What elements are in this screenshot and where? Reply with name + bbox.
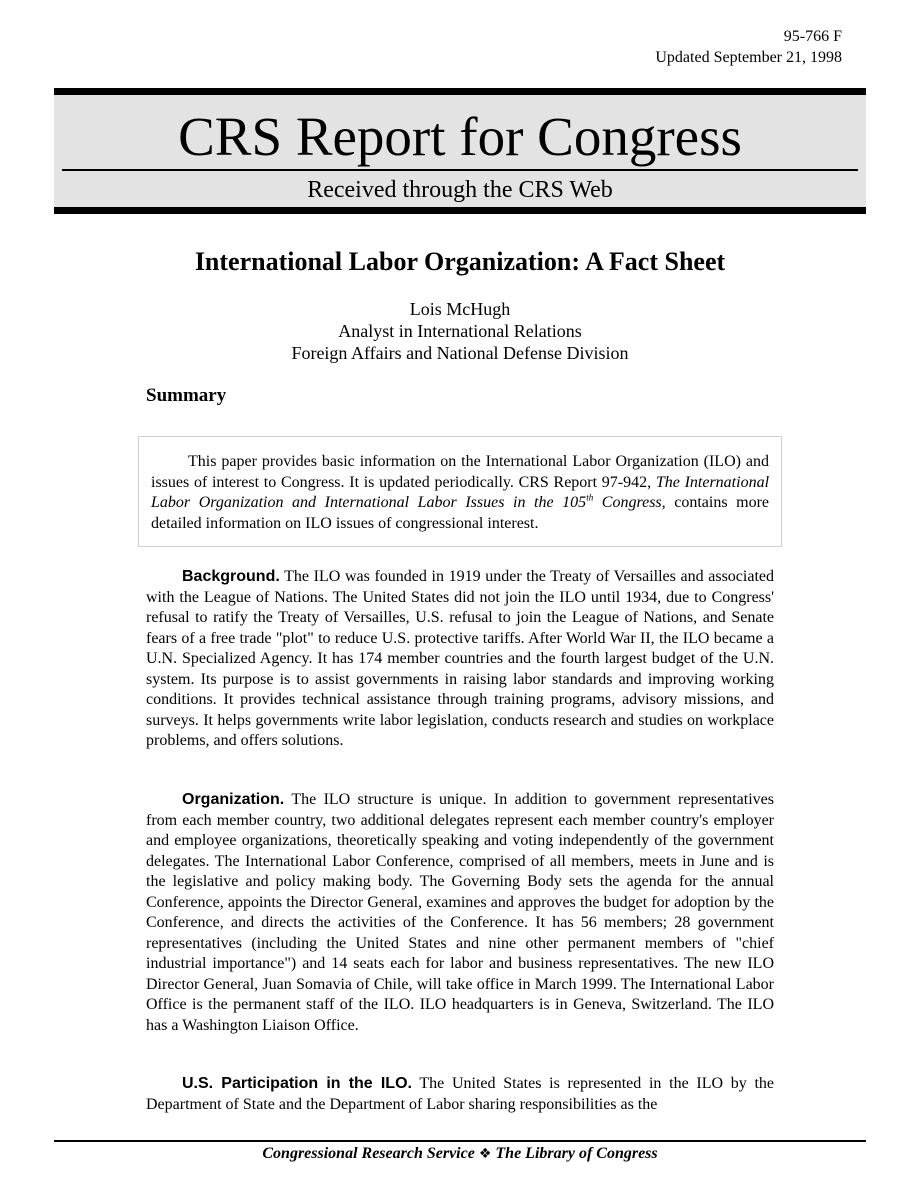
- summary-cited-title-congress: Congress,: [593, 494, 666, 511]
- page-footer: [0, 1143, 920, 1165]
- crs-banner: [54, 88, 866, 214]
- organization-paragraph: [146, 790, 774, 1037]
- author-block: [0, 298, 920, 364]
- summary-text-start: This paper provides basic information on the International Labor Organization (ILO) and issues of interest to Congress. It is updated periodically. CRS Report 97-942,: [151, 453, 769, 491]
- footer-left-text: Congressional Research Service: [262, 1145, 475, 1162]
- summary-paragraph: [151, 452, 769, 534]
- footer-divider: [54, 1140, 866, 1142]
- summary-heading: Summary: [146, 385, 227, 406]
- report-identifier: [655, 26, 842, 68]
- diamond-ornament-icon: ❖: [478, 1146, 492, 1162]
- us-participation-body: The United States is represented in the ILO by the Department of State and the Department of Labor sharing responsibilities as the: [146, 1075, 774, 1113]
- author-position: Analyst in International Relations: [338, 321, 582, 341]
- author-name: Lois McHugh: [409, 299, 511, 319]
- summary-superscript: th: [586, 492, 594, 503]
- banner-divider: [62, 169, 858, 171]
- section-organization: [146, 790, 774, 1037]
- organization-heading: Organization.: [182, 791, 285, 808]
- updated-date: Updated September 21, 1998: [655, 49, 842, 66]
- banner-title: CRS Report for Congress: [178, 106, 742, 167]
- footer-right-text: The Library of Congress: [495, 1145, 658, 1162]
- us-participation-heading: U.S. Participation in the ILO.: [182, 1075, 412, 1092]
- us-participation-paragraph: [146, 1074, 774, 1115]
- document-title: International Labor Organization: A Fact Sheet: [194, 247, 726, 276]
- author-division: Foreign Affairs and National Defense Division: [291, 343, 629, 363]
- section-background: [146, 567, 774, 752]
- summary-box: [138, 436, 782, 547]
- report-number: 95-766 F: [783, 28, 842, 45]
- banner-subtitle: Received through the CRS Web: [307, 177, 613, 203]
- summary-text-end: contains more detailed information on ILO issues of congressional interest.: [151, 494, 770, 532]
- section-us-participation: [146, 1074, 774, 1115]
- background-paragraph: [146, 567, 774, 752]
- background-body: The ILO was founded in 1919 under the Treaty of Versailles and associated with the League of Nations. The United States did not join the ILO until 1934, due to Congress' refusal to ratify the Treaty of Versailles, U.S. refusal to join the League of Nations, and Senate fears of a free trade "plot" to reduce U.S. protective tariffs. After World War II, the ILO became a U.N. Specialized Agency. It has 174 member countries and the fourth largest budget of the U.N. system. Its purpose is to assist governments in raising labor standards and improving working conditions. It provides technical assistance through training programs, advisory missions, and surveys. It helps governments write labor legislation, conducts research and studies on workplace problems, and offers solutions.: [146, 568, 774, 750]
- organization-body: The ILO structure is unique. In addition to government representatives from each member country, two additional delegates represent each member country's employer and employee organizations, theoretically speaking and voting independently of the government delegates. The International Labor Conference, comprised of all members, meets in June and is the legislative and policy making body. The Governing Body sets the agenda for the annual Conference, appoints the Director General, examines and approves the budget for adoption by the Conference, and directs the activities of the Conference. It has 56 members; 28 government representatives (including the United States and nine other permanent members of "chief industrial importance") and 14 seats each for labor and business representatives. The new ILO Director General, Juan Somavia of Chile, will take office in March 1999. The International Labor Office is the permanent staff of the ILO. ILO headquarters is in Geneva, Switzerland. The ILO has a Washington Liaison Office.: [146, 791, 774, 1035]
- summary-cited-title-text: The International Labor Organization and International Labor Issues in the 105: [151, 473, 770, 511]
- background-heading: Background.: [182, 568, 280, 585]
